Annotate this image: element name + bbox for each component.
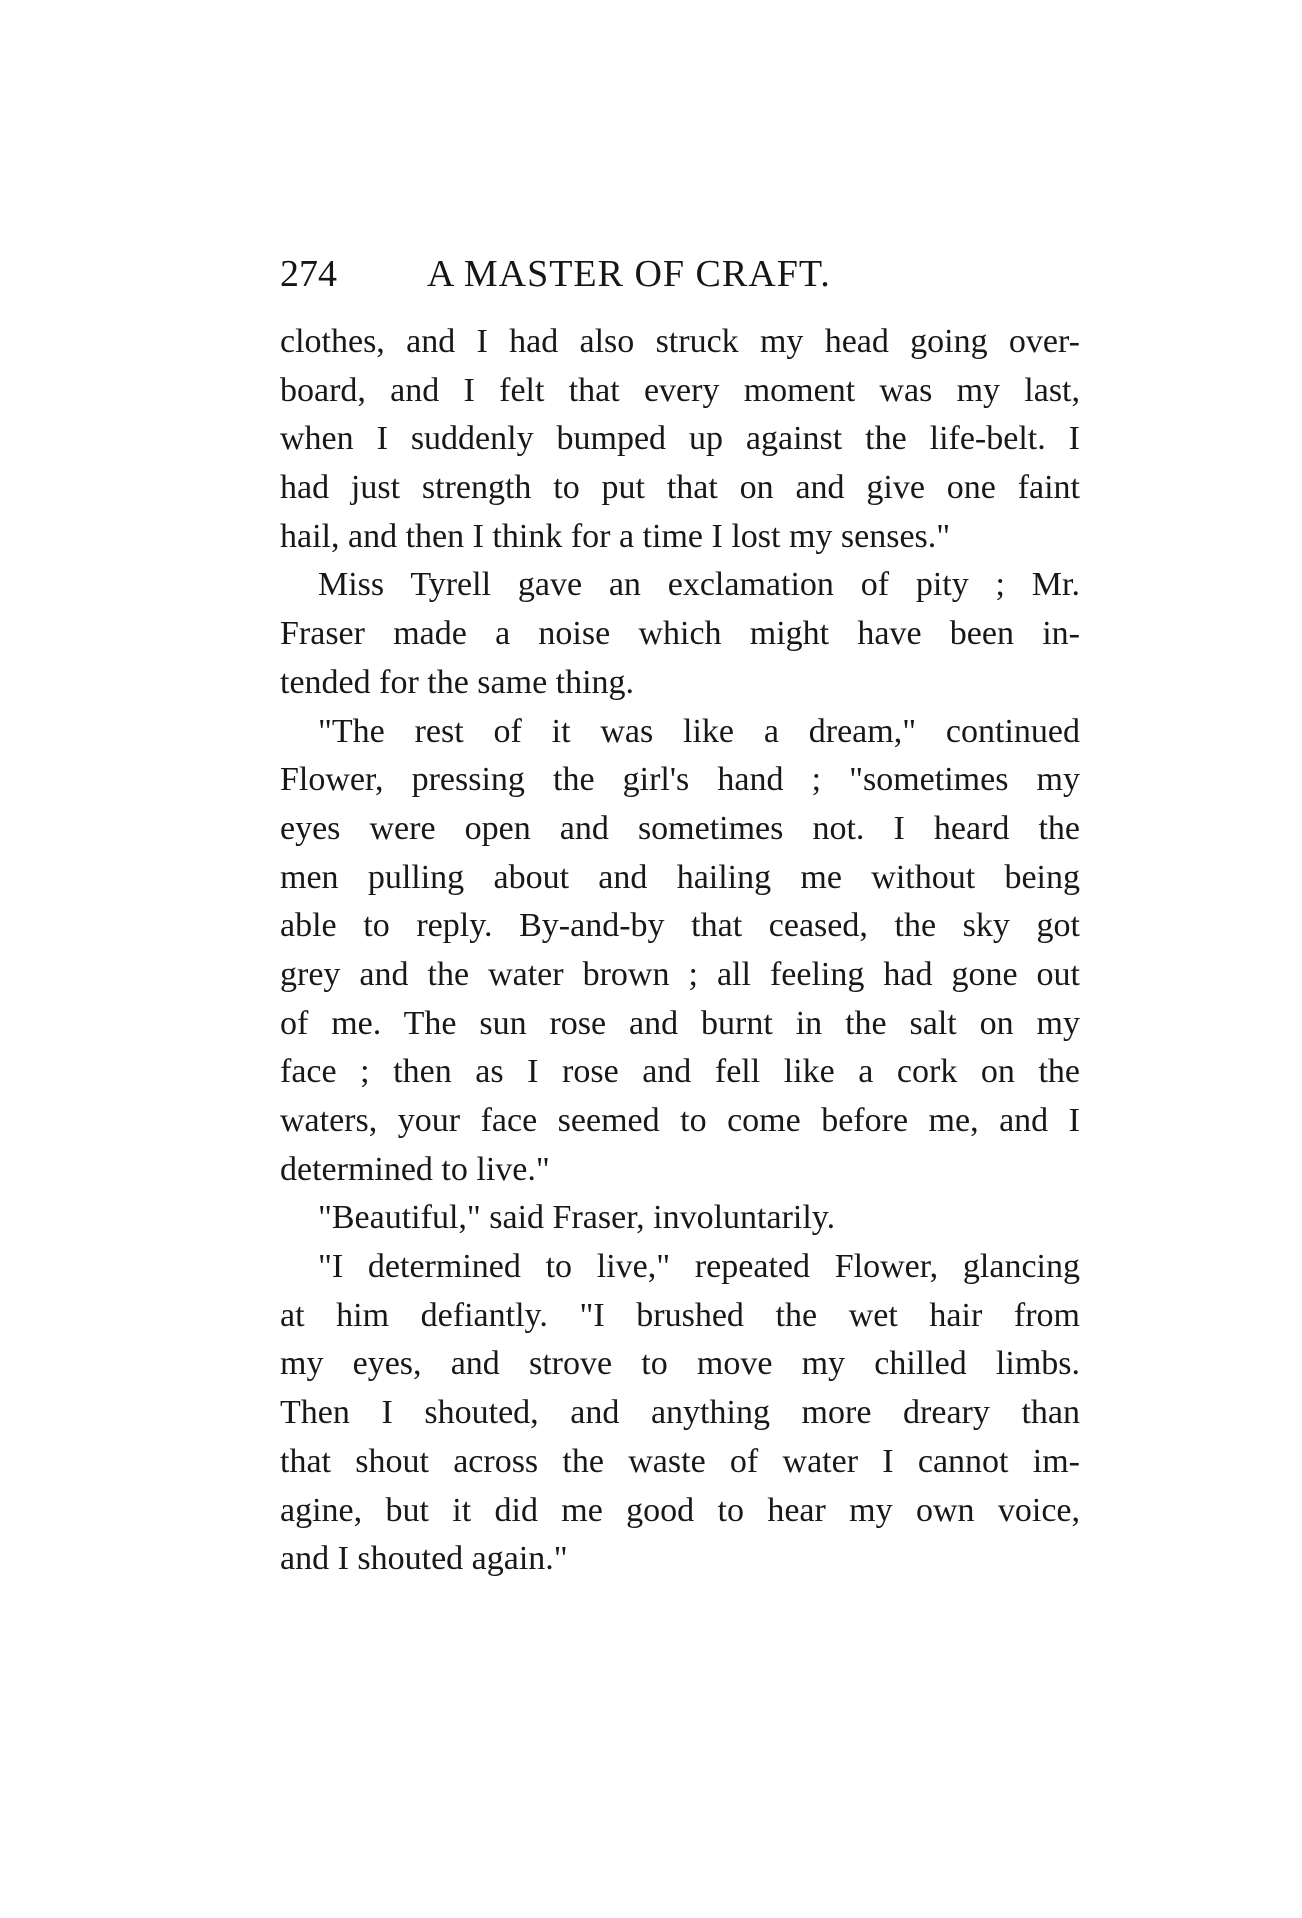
- text-line: agine, but it did me good to hear my own voice,: [280, 1491, 1080, 1529]
- text-line: Miss Tyrell gave an exclamation of pity ; Mr.: [318, 566, 1080, 604]
- text-line: that shout across the waste of water I cannot im-: [280, 1442, 1080, 1480]
- text-line: determined to live.": [280, 1150, 550, 1188]
- paragraph: [280, 1243, 1080, 1584]
- running-title: A MASTER OF CRAFT.: [427, 253, 831, 295]
- text-line: of me. The sun rose and burnt in the salt on my: [280, 1004, 1080, 1042]
- text-line: "Beautiful," said Fraser, involuntarily.: [318, 1199, 836, 1237]
- text-line: men pulling about and hailing me without being: [280, 858, 1080, 896]
- body-text: [280, 318, 1080, 1584]
- text-line: and I shouted again.": [280, 1540, 568, 1578]
- page-number: 274: [280, 253, 337, 295]
- text-line: tended for the same thing.: [280, 663, 635, 701]
- text-line: face ; then as I rose and fell like a cork on the: [280, 1053, 1080, 1091]
- text-line: "The rest of it was like a dream," continued: [318, 712, 1080, 750]
- text-line: Fraser made a noise which might have been in-: [280, 615, 1080, 653]
- text-line: waters, your face seemed to come before me, and I: [280, 1102, 1080, 1139]
- paragraph: [280, 561, 1080, 707]
- text-line: at him defiantly. "I brushed the wet hair from: [280, 1296, 1080, 1334]
- text-line: "I determined to live," repeated Flower, glancing: [318, 1248, 1080, 1286]
- text-line: eyes were open and sometimes not. I heard the: [280, 809, 1080, 847]
- text-line: grey and the water brown ; all feeling had gone out: [280, 955, 1080, 993]
- text-line: able to reply. By-and-by that ceased, the sky got: [280, 907, 1080, 945]
- text-line: clothes, and I had also struck my head going over-: [280, 323, 1080, 360]
- paragraph: [280, 318, 1080, 561]
- text-line: Flower, pressing the girl's hand ; "sometimes my: [280, 761, 1080, 799]
- text-line: when I suddenly bumped up against the life-belt. I: [280, 420, 1080, 458]
- text-line: Then I shouted, and anything more dreary than: [280, 1394, 1080, 1432]
- text-line: board, and I felt that every moment was my last,: [280, 371, 1080, 409]
- paragraph: [280, 1194, 1080, 1243]
- text-line: my eyes, and strove to move my chilled limbs.: [280, 1345, 1080, 1383]
- text-line: had just strength to put that on and give one faint: [280, 469, 1080, 507]
- page-header: [280, 250, 1080, 298]
- text-line: hail, and then I think for a time I lost my senses.": [280, 517, 951, 555]
- paragraph: [280, 708, 1080, 1195]
